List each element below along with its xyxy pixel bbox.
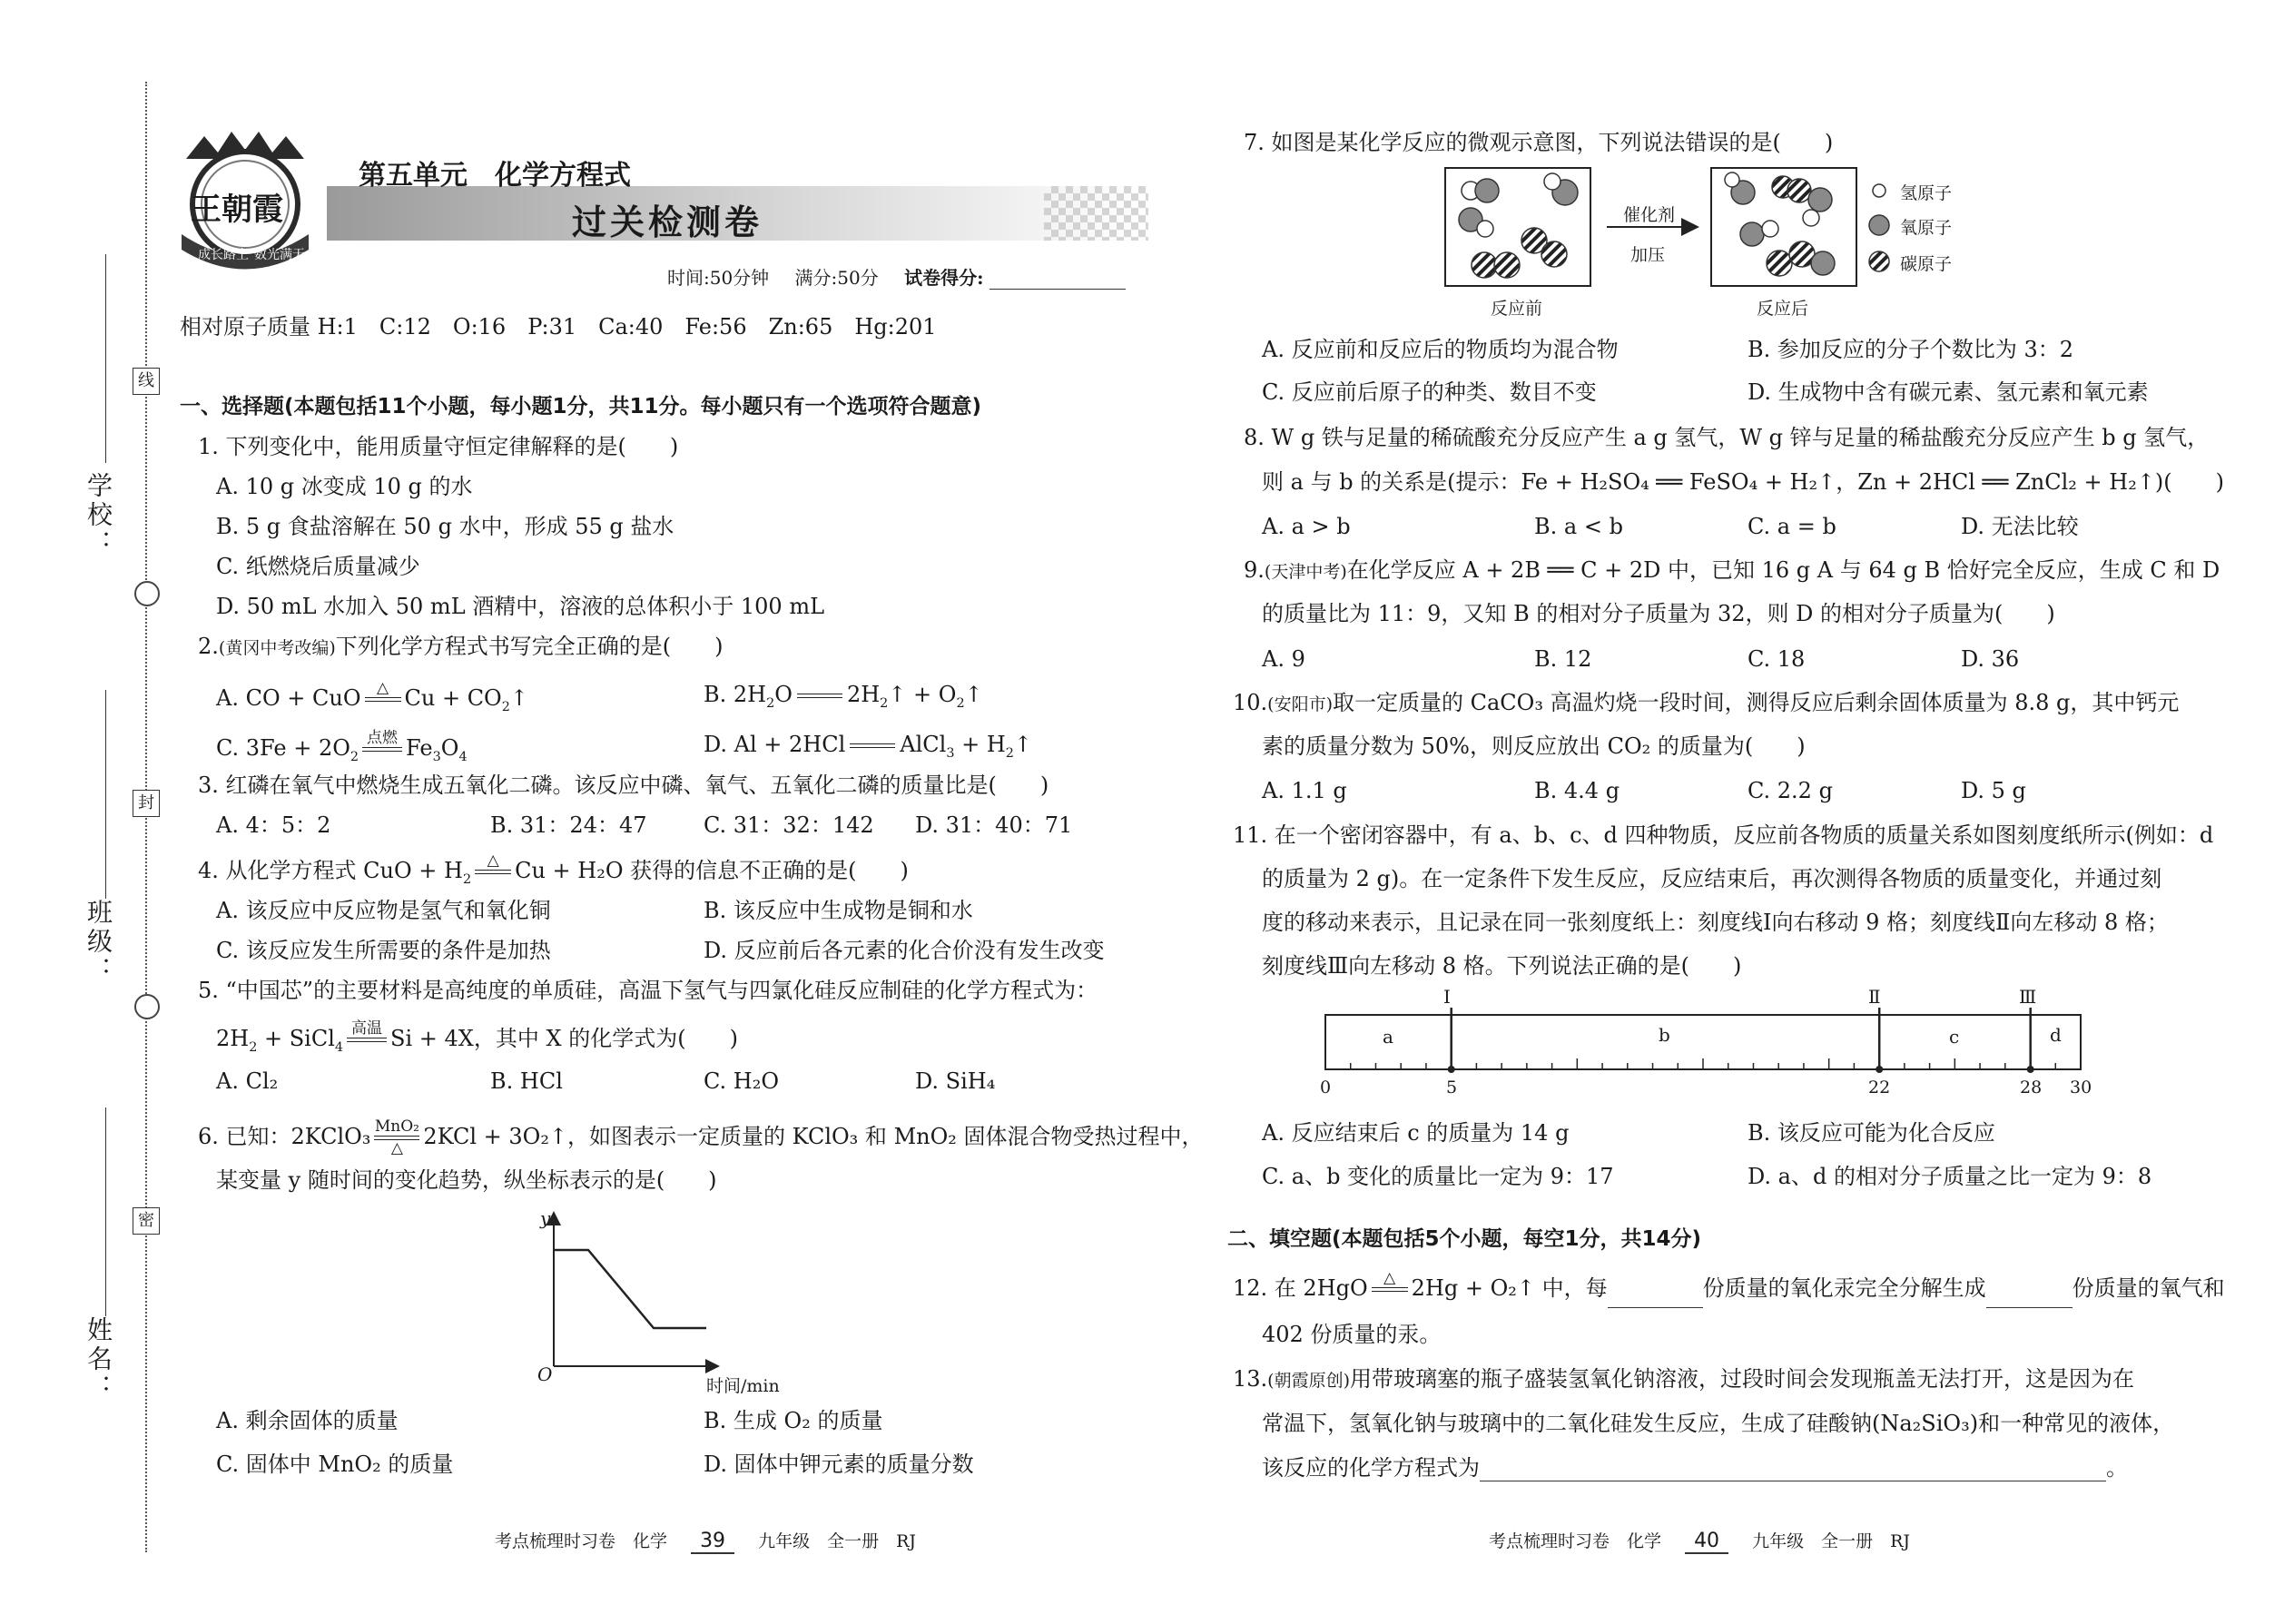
q6-stem (198, 1119, 1204, 1156)
q12-pre: 12. 在 2HgO (1233, 1275, 1368, 1301)
q5-option-d: D. SiH₄ (915, 1068, 996, 1094)
q11-tick-30: 30 (2070, 1078, 2092, 1097)
q9-source: (天津中考) (1264, 562, 1347, 582)
q7-option-b: B. 参加反应的分子个数比为 3：2 (1748, 337, 2074, 362)
q11-option-d: D. a、d 的相对分子质量之比一定为 9：8 (1748, 1164, 2152, 1189)
q11-seg-d: d (2050, 1024, 2062, 1046)
catalyst-label: MnO₂ (374, 1117, 419, 1136)
footer-left-text: 考点梳理时习卷 化学 (495, 1531, 668, 1551)
q11-scale-svg (1316, 989, 2088, 1107)
q6-stem-post: 2KCl + 3O₂↑，如图表示一定质量的 KClO₃ 和 MnO₂ 固体混合物受热过程中， (423, 1124, 1204, 1149)
q5-equation: $2H_2$ + SiCl$_4$ 高温 Si + 4X，其中 X 的化学式为( ) (216, 1019, 738, 1055)
q8-option-d: D. 无法比较 (1961, 514, 2079, 539)
q5-stem: 5. “中国芯”的主要材料是高纯度的单质硅，高温下氢气与四氯化硅反应制硅的化学方程式为： (198, 978, 1098, 1003)
q11-line-1: 11. 在一个密闭容器中，有 a、b、c、d 四种物质，反应前各物质的质量关系如图刻度纸所示(例如：d (1233, 822, 2214, 848)
q1-option-d: D. 50 mL 水加入 50 mL 酒精中，溶液的总体积小于 100 mL (216, 594, 825, 619)
q11-mark-2: Ⅱ (1868, 986, 1881, 1008)
q3-option-b: B. 31：24：47 (490, 812, 647, 838)
brand-logo (163, 127, 327, 272)
brand-slogan-1: 成长路上 (198, 248, 249, 262)
q7-legend-o-icon (1869, 215, 1889, 235)
q8-line-2: 则 a 与 b 的关系是(提示：Fe + H₂SO₄ ══ FeSO₄ + H₂↑，Zn + 2HCl ══ ZnCl₂ + H₂↑)( ) (1262, 469, 2225, 495)
q3-option-a: A. 4：5：2 (216, 812, 331, 838)
q10-option-d: D. 5 g (1961, 778, 2026, 803)
q12-line-1 (1233, 1271, 2225, 1308)
footer-right-text: 考点梳理时习卷 化学 (1489, 1531, 1662, 1551)
atomic-mass: 相对原子质量 H:1 C:12 O:16 P:31 Ca:40 Fe:56 Zn:65 Hg:201 (180, 314, 937, 340)
q13-end: 。 (2106, 1455, 2128, 1481)
q11-tick-0: 0 (1320, 1078, 1332, 1097)
q2-option-a: A. CO + CuO △ $Cu + CO_2↑$ (216, 679, 528, 714)
q7-legend-h: 氢原子 (1900, 183, 1953, 203)
q2-source: (黄冈中考改编) (218, 638, 336, 658)
q6-x-label: 时间/min (706, 1376, 780, 1396)
q3-option-c: C. 31：32：142 (704, 812, 874, 838)
q7-micro-diagram (1443, 163, 2070, 318)
exam-info (667, 263, 1126, 290)
heat-symbol: △ (376, 679, 389, 697)
class-blank (105, 690, 106, 899)
q3-stem: 3. 红磷在氧气中燃烧生成五氧化二磷。该反应中磷、氧气、五氧化二磷的质量比是( ) (198, 773, 1049, 798)
q9-num: 9. (1244, 557, 1265, 583)
q5-option-a: A. Cl₂ (216, 1068, 279, 1094)
q2-option-c: C. $3Fe + 2O_2$ 点燃 $Fe_3O_4$ (216, 729, 468, 764)
unit-title: 第五单元 化学方程式 (359, 160, 631, 192)
q7-after-label: 反应后 (1757, 299, 1809, 319)
school-label: 学校： (84, 472, 113, 559)
q11-option-a: A. 反应结束后 c 的质量为 14 g (1262, 1120, 1570, 1146)
q11-line-4: 刻度线Ⅲ向左移动 8 格。下列说法正确的是( ) (1262, 953, 1742, 979)
score-label: 试卷得分: (904, 267, 984, 289)
q10-option-b: B. 4.4 g (1534, 778, 1620, 803)
q4-stem: 4. 从化学方程式 CuO + $H_2$ △ Cu + H₂O 获得的信息不正确的是( ) (198, 851, 909, 887)
q13-text: 用带玻璃塞的瓶子盛装氢氧化钠溶液，过段时间会发现瓶盖无法打开，这是因为在 (1350, 1366, 2134, 1392)
heat-symbol: △ (1383, 1269, 1396, 1287)
q6-y-label: y (540, 1207, 551, 1229)
q6-graph (527, 1207, 799, 1398)
footer-left (495, 1528, 916, 1554)
q6-option-d: D. 固体中钾元素的质量分数 (704, 1452, 974, 1477)
header-checker-pattern (1044, 186, 1148, 241)
q7-legend-h-icon (1873, 184, 1885, 197)
exam-title: 过关检测卷 (572, 202, 763, 242)
time-limit: 时间:50分钟 (667, 267, 770, 289)
q2-num: 2. (198, 634, 219, 659)
q6-origin: O (537, 1363, 553, 1385)
q6-option-a: A. 剩余固体的质量 (216, 1408, 399, 1433)
high-temp-label: 高温 (351, 1019, 383, 1038)
q11-option-b: B. 该反应可能为化合反应 (1748, 1120, 1995, 1146)
heat-symbol: △ (390, 1139, 403, 1157)
q9-option-c: C. 18 (1748, 646, 1806, 672)
q6-stem-pre: 6. 已知：2KClO₃ (198, 1124, 371, 1149)
score-blank[interactable] (989, 289, 1126, 290)
name-blank (105, 1107, 106, 1316)
q4-stem-pre: 4. 从化学方程式 CuO + H (198, 858, 463, 883)
q13-line-2: 常温下，氢氧化钠与玻璃中的二氧化硅发生反应，生成了硅酸钠(Na₂SiO₃)和一种常见的液体， (1262, 1411, 2175, 1436)
q9-option-d: D. 36 (1961, 646, 2020, 672)
q7-legend-c: 碳原子 (1900, 254, 1953, 274)
q2-text: 下列化学方程式书写完全正确的是( ) (335, 634, 724, 659)
q2-stem (198, 633, 723, 662)
q4-option-a: A. 该反应中反应物是氢气和氧化铜 (216, 898, 551, 923)
q11-option-c: C. a、b 变化的质量比一定为 9：17 (1262, 1164, 1614, 1189)
binding-box-seal: 封 (133, 790, 160, 817)
q11-line-3: 度的移动来表示，且记录在同一张刻度纸上：刻度线Ⅰ向右移动 9 格；刻度线Ⅱ向左移动 8 格； (1262, 910, 2169, 935)
footer-left-grade: 九年级 全一册 RJ (758, 1531, 917, 1551)
q8-option-c: C. a = b (1748, 514, 1836, 539)
q13-num: 13. (1233, 1366, 1268, 1392)
q11-line-2: 的质量为 2 g)。在一定条件下发生反应，反应结束后，再次测得各物质的质量变化，并通过刻 (1262, 866, 2162, 891)
q5-eq-tail: Si + 4X，其中 X 的化学式为( ) (390, 1026, 738, 1051)
q12-blank-1[interactable] (1608, 1307, 1703, 1308)
q13-line-3-text: 该反应的化学方程式为 (1262, 1455, 1480, 1481)
q11-mark-3: Ⅲ (2019, 986, 2037, 1008)
binding-box-line: 线 (133, 368, 160, 395)
q4-option-d: D. 反应前后各元素的化合价没有发生改变 (704, 938, 1105, 963)
q13-source: (朝霞原创) (1267, 1371, 1350, 1391)
q4-option-b: B. 该反应中生成物是铜和水 (704, 898, 973, 923)
binding-hole-icon (134, 994, 160, 1019)
footer-right (1489, 1528, 1910, 1554)
q10-option-a: A. 1.1 g (1262, 778, 1347, 803)
q11-seg-a: a (1383, 1026, 1393, 1048)
q12-mid2: 份质量的氧化汞完全分解生成 (1702, 1275, 1986, 1301)
q11-tick-5: 5 (1446, 1078, 1458, 1097)
q4-option-c: C. 该反应发生所需要的条件是加热 (216, 938, 551, 963)
q13-line-1 (1233, 1365, 2134, 1394)
q7-option-a: A. 反应前和反应后的物质均为混合物 (1262, 337, 1619, 362)
q1-option-c: C. 纸燃烧后质量减少 (216, 554, 420, 579)
q11-scale-paper (1316, 986, 2092, 1107)
q1-stem: 1. 下列变化中，能用质量守恒定律解释的是( ) (198, 434, 679, 459)
brand-name: 王朝霞 (191, 192, 283, 228)
q9-text: 在化学反应 A + 2B ══ C + 2D 中，已知 16 g A 与 64 g B 恰好完全反应，生成 C 和 D (1346, 557, 2220, 583)
q9-option-b: B. 12 (1534, 646, 1592, 672)
section2-title: 二、填空题(本题包括5个小题，每空1分，共14分) (1227, 1227, 1702, 1251)
q7-stem: 7. 如图是某化学反应的微观示意图，下列说法错误的是( ) (1244, 130, 1834, 155)
school-blank (105, 254, 106, 463)
q6-option-b: B. 生成 O₂ 的质量 (704, 1408, 883, 1433)
q10-line-1 (1233, 689, 2179, 718)
q8-line-1: 8. W g 铁与足量的稀硫酸充分反应产生 a g 氢气，W g 锌与足量的稀盐酸充分反应产生 b g 氢气， (1244, 425, 2210, 450)
q5-option-b: B. HCl (490, 1068, 563, 1094)
q9-line-1 (1244, 556, 2220, 586)
binding-hole-icon (134, 581, 160, 606)
q2-option-d: D. Al + 2HCl AlCl$_3$ + $H_2↑$ (704, 732, 1033, 761)
q9-line-2: 的质量比为 11：9，又知 B 的相对分子质量为 32，则 D 的相对分子质量为( ) (1262, 601, 2055, 626)
section1-title: 一、选择题(本题包括11个小题，每小题1分，共11分。每小题只有一个选项符合题意) (180, 395, 982, 418)
class-label: 班级： (84, 899, 113, 986)
q11-seg-b: b (1659, 1024, 1670, 1046)
q1-option-a: A. 10 g 冰变成 10 g 的水 (216, 474, 473, 499)
q5-option-c: C. H₂O (704, 1068, 779, 1094)
q7-before-label: 反应前 (1491, 299, 1543, 319)
footer-right-grade: 九年级 全一册 RJ (1752, 1531, 1911, 1551)
q12-line-2: 402 份质量的汞。 (1262, 1322, 1442, 1347)
heat-symbol: △ (487, 851, 499, 870)
q12-blank-2[interactable] (1986, 1307, 2072, 1308)
q11-mark-1: Ⅰ (1443, 986, 1451, 1008)
q7-arrow-top: 催化剂 (1623, 205, 1676, 225)
q10-line-2: 素的质量分数为 50%，则反应放出 CO₂ 的质量为( ) (1262, 733, 1806, 759)
q4-stem-post: Cu + H₂O 获得的信息不正确的是( ) (515, 858, 909, 883)
q11-seg-c: c (1949, 1026, 1960, 1048)
q8-option-a: A. a > b (1262, 514, 1351, 539)
q12-mid: 2Hg + O₂↑ 中，每 (1411, 1275, 1608, 1301)
q7-legend-c-icon (1869, 251, 1889, 271)
q7-option-c: C. 反应前后原子的种类、数目不变 (1262, 379, 1597, 405)
q6-stem-2: 某变量 y 随时间的变化趋势，纵坐标表示的是( ) (216, 1167, 717, 1193)
page-number-right: 40 (1685, 1530, 1728, 1554)
q11-tick-22: 22 (1868, 1078, 1891, 1097)
binding-box-secret: 密 (133, 1207, 160, 1235)
q7-option-d: D. 生成物中含有碳元素、氢元素和氧元素 (1748, 379, 2149, 405)
q8-option-b: B. a < b (1534, 514, 1623, 539)
q1-option-b: B. 5 g 食盐溶解在 50 g 水中，形成 55 g 盐水 (216, 514, 674, 539)
name-label: 姓名： (84, 1316, 113, 1403)
q2-option-b: B. $2H_2O$ $2H_2↑$ + $O_2↑$ (704, 682, 983, 711)
q7-legend-o: 氧原子 (1900, 218, 1953, 238)
q6-option-c: C. 固体中 MnO₂ 的质量 (216, 1452, 454, 1477)
brand-slogan-2: 数光满天 (254, 248, 305, 262)
q10-source: (安阳市) (1267, 694, 1333, 714)
q11-tick-28: 28 (2020, 1078, 2043, 1097)
full-score: 满分:50分 (794, 267, 879, 289)
page-number-left: 39 (691, 1530, 734, 1554)
q7-arrow-bottom: 加压 (1630, 245, 1666, 265)
ignite-label: 点燃 (367, 729, 399, 747)
q6-curve (554, 1250, 706, 1328)
q10-text: 取一定质量的 CaCO₃ 高温灼烧一段时间，测得反应后剩余固体质量为 8.8 g，其中钙元 (1333, 690, 2180, 715)
q3-option-d: D. 31：40：71 (915, 812, 1073, 838)
q9-option-a: A. 9 (1262, 646, 1305, 672)
q10-num: 10. (1233, 690, 1268, 715)
q12-tail: 份质量的氧气和 (2072, 1275, 2225, 1301)
q10-option-c: C. 2.2 g (1748, 778, 1833, 803)
binding-dotted-line (145, 82, 147, 1552)
q13-line-3 (1262, 1454, 2128, 1481)
